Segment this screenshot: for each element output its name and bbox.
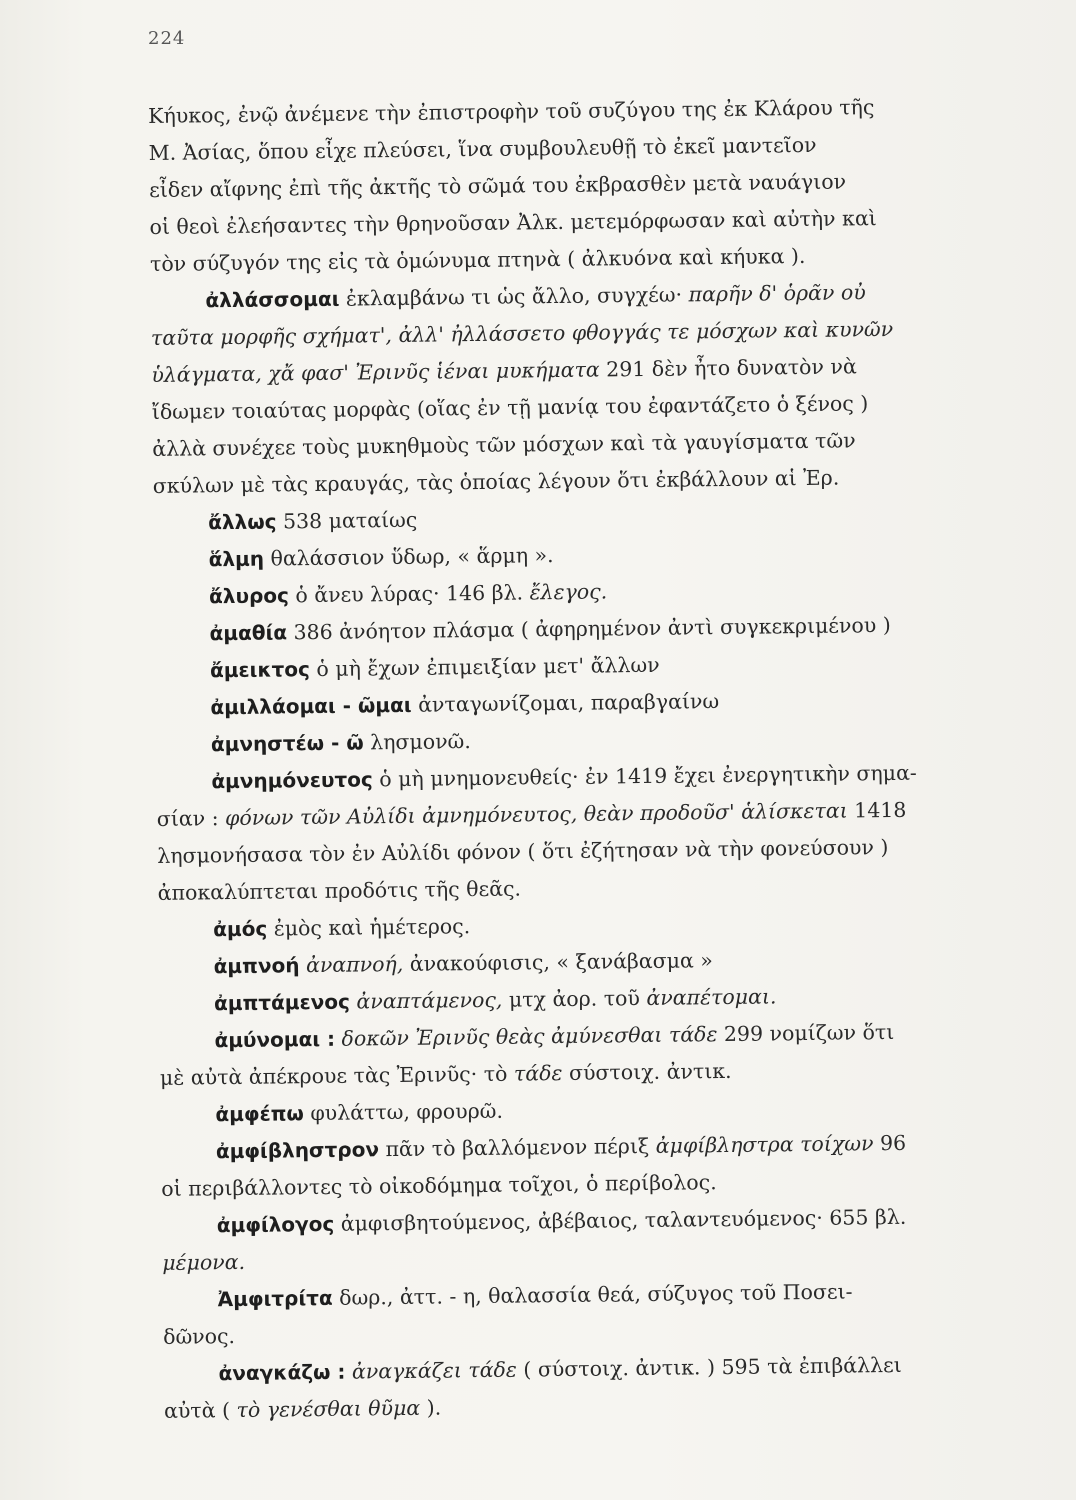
body-text: οἱ περιβάλλοντες τὸ οἰκοδόμημα τοῖχοι, ὁ περίβολος. [161,1170,717,1201]
headword: ἀμαθία [209,620,288,646]
body-text: 96 [873,1130,907,1156]
quotation-text: τὸ γενέσθαι θῦμα [236,1395,421,1423]
headword: ἀμπτάμενος [213,989,351,1016]
body-text: δωρ., ἀττ. - η, θαλασσία θεά, σύζυγος τοῦ Ποσει- [332,1279,853,1310]
quotation-text: ὑλάγματα, χἄ φασ' Ἐρινῦς ἱέναι μυκήματα [151,357,600,387]
quotation-text: μέμονα. [162,1249,246,1275]
body-text: λησμονῶ. [363,729,471,755]
headword: ἅλμη [208,546,265,572]
body-text: τὸν σύζυγόν της εἰς τὰ ὁμώνυμα πτηνὰ ( ἀλκυόνα καὶ κήυκα ). [149,243,806,276]
quotation-text: τάδε [513,1061,563,1086]
headword: Ἀμφιτρίτα [217,1285,333,1312]
quotation-text: παρῆν δ' ὁρᾶν οὐ [688,280,866,307]
body-text: ἀνταγωνίζομαι, παραβγαίνω [411,689,720,717]
body-text: ἐμὸς καὶ ἡμέτερος. [267,914,471,941]
body-text: μτχ ἀορ. τοῦ [502,985,647,1012]
headword: ἀμφέπω [215,1101,304,1127]
body-text: ἐκλαμβάνω τι ὡς ἄλλο, συγχέω· [339,282,689,311]
body-text: θαλάσσιον ὕδωρ, « ἅρμη ». [263,543,554,571]
body-text: οἱ θεοὶ ἐλεήσαντες τὴν θρηνοῦσαν Ἀλκ. μετεμόρφωσαν καὶ αὐτὴν καὶ [149,206,877,239]
body-text: φυλάττω, φρουρῶ. [303,1098,504,1126]
body-text: 538 ματαίως [276,507,418,534]
headword: ἀμφίβληστρον [215,1137,380,1164]
quotation-text: ταῦτα μορφῆς σχήματ', ἀλλ' ἠλλάσσετο φθογγάς τε μόσχων καὶ κυνῶν [150,316,894,350]
body-text: ( σύστοιχ. ἀντικ. ) 595 τὰ ἐπιβάλλει [516,1352,902,1382]
headword: ἀλλάσσομαι [205,286,340,313]
quotation-text: ἀναπτάμενος, [356,987,503,1014]
quotation-text: ἀναπνοή, [305,951,404,978]
quotation-text: ἀναπέτομαι. [646,984,777,1010]
body-text: ἴδωμεν τοιαύτας μορφὰς (οἵας ἐν τῇ μανίᾳ του ἐφαντάζετο ὁ ξένος ) [151,391,869,424]
headword: ἀμφίλογος [216,1211,335,1238]
body-text: σίαν : [156,806,226,831]
body-text: μὲ αὐτὰ ἀπέκρουε τὰς Ἐρινῦς· τὸ [159,1061,515,1090]
headword: ἀμνημόνευτος [211,767,373,794]
quotation-text: δοκῶν Ἐρινῦς θεὰς ἀμύνεσθαι τάδε [341,1022,718,1051]
body-text: ὁ μὴ μνημονευθείς· ἐν 1419 ἔχει ἐνεργητικὴν σημα- [372,760,917,792]
body-text: ἀποκαλύπτεται προδότις τῆς θεᾶς. [157,876,522,905]
body-text: ὁ μὴ ἔχων ἐπιμειξίαν μετ' ἄλλων [309,652,660,682]
body-text: λησμονήσασα τὸν ἐν Αὐλίδι φόνον ( ὅτι ἐζήτησαν νὰ τὴν φονεύσουν ) [157,835,889,868]
headword: ἄμεικτος [209,657,311,683]
headword: ἀμύνομαι : [214,1026,336,1053]
headword: ἀμός [213,916,268,942]
headword: ἄλυρος [208,583,290,609]
body-text: 291 δὲν ἦτο δυνατὸν νὰ [599,354,857,382]
body-text: ἀλλὰ συνέχεε τοὺς μυκηθμοὺς τῶν μόσχων καὶ τὰ γαυγίσματα τῶν [152,428,856,461]
body-text: Μ. Ἀσίας, ὅπου εἶχε πλεύσει, ἵνα συμβουλευθῇ τὸ ἐκεῖ μαντεῖον [148,132,817,165]
body-text: Κήυκος, ἐνῷ ἀνέμενε τὴν ἐπιστροφὴν τοῦ συζύγου της ἐκ Κλάρου τῆς [148,95,875,128]
quotation-text: ἔλεγος. [529,579,608,605]
body-text: 299 νομίζων ὅτι [717,1019,895,1047]
headword: ἀμιλλάομαι - ῶμαι [210,692,412,720]
body-text: πᾶν τὸ βαλλόμενον πέριξ [378,1133,656,1162]
headword: ἄλλως [208,509,277,535]
body-text: σύστοιχ. ἀντικ. [562,1058,732,1086]
body-text: δῶνος. [162,1324,236,1349]
body-text: αὐτὰ ( [163,1398,237,1423]
quotation-text: ἀναγκάζει τάδε [351,1357,517,1384]
quotation-text: φόνων τῶν Αὐλίδι ἀμνημόνευτος, θεὰν προδοῦσ' ἁλίσκεται [224,798,848,831]
quotation-text: ἀμφίβληστρα τοίχων [655,1131,874,1158]
body-text: ὁ ἄνευ λύρας· 146 βλ. [288,580,530,608]
page-number: 224 [148,28,186,49]
page-text [148,87,1044,1430]
body-text: ἀμφισβητούμενος, ἀβέβαιος, ταλαντευόμενος· 655 βλ. [334,1204,907,1236]
body-text: ἀνακούφισις, « ξανάβασμα » [403,948,714,976]
body-text: εἶδεν αἴφνης ἐπὶ τῆς ἀκτῆς τὸ σῶμά του ἐκβρασθὲν μετὰ ναυάγιον [148,169,847,202]
headword: ἀμνηστέω - ῶ [210,730,364,757]
body-text: 386 ἀνόητον πλάσμα ( ἀφηρημένον ἀντὶ συγκεκριμένου ) [286,612,891,645]
headword: ἀναγκάζω : [218,1359,346,1386]
body-text: 1418 [847,797,907,823]
body-text: σκύλων μὲ τὰς κραυγάς, τὰς ὁποίας λέγουν ὅτι ἐκβάλλουν αἱ Ἐρ. [152,465,840,498]
headword: ἀμπνοή [213,953,300,979]
body-text: ). [420,1395,442,1420]
